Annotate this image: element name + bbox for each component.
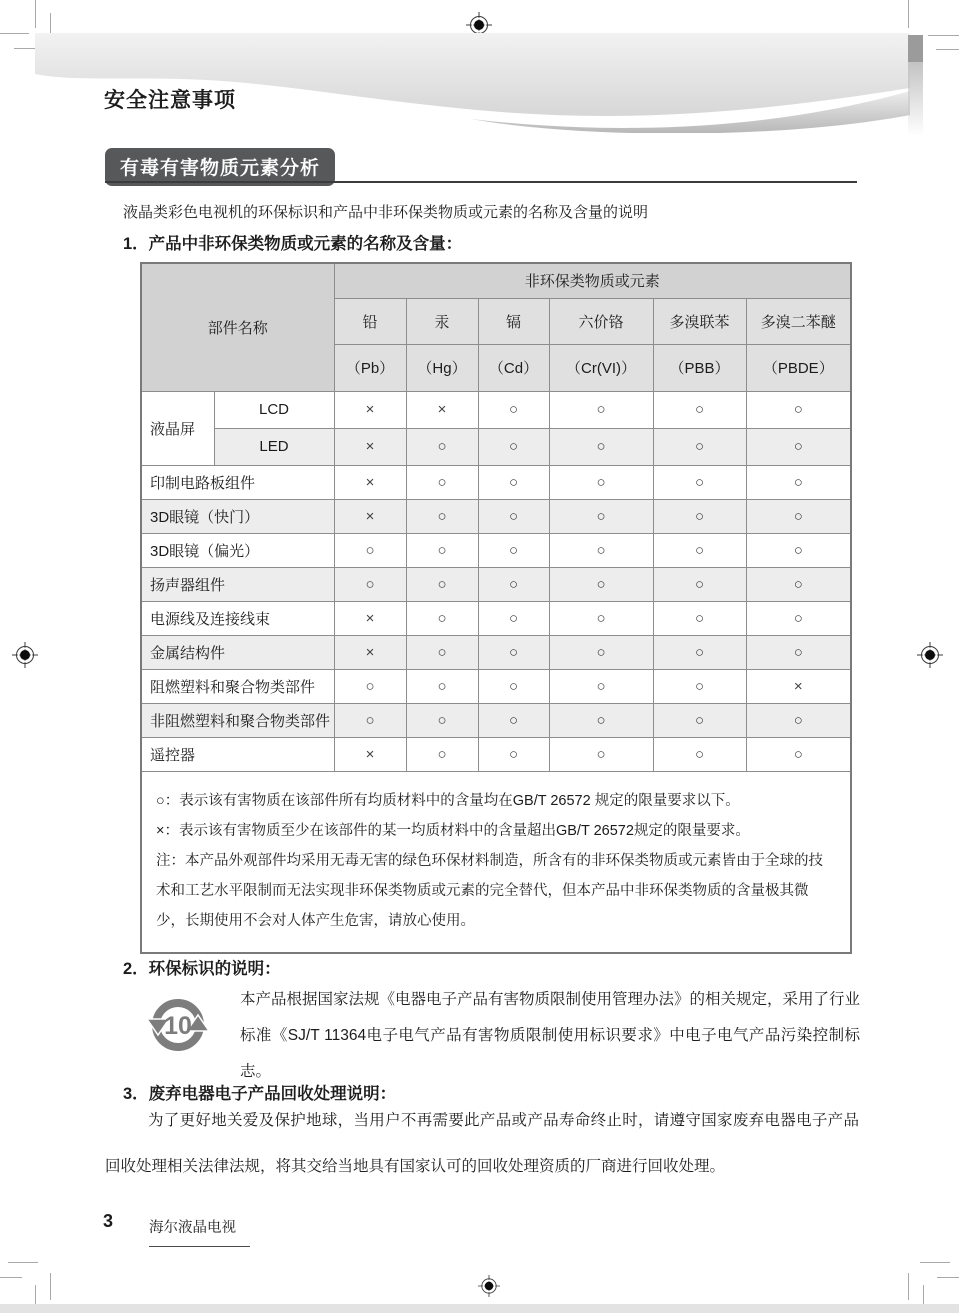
page-header-title: 安全注意事项 [104,89,236,112]
table-row [141,567,851,601]
substance-cell: ○ [746,391,851,428]
substance-cell: ○ [549,601,653,635]
substance-cell: ○ [478,465,549,499]
row-label: 金属结构件 [141,635,334,669]
substance-cell: ○ [653,465,746,499]
china-rohs-epup-10-icon [146,993,210,1057]
substance-cell: ○ [406,601,478,635]
col-header-symbol: （Hg） [406,344,478,391]
table-row [141,428,851,465]
substance-cell: ○ [478,567,549,601]
substance-cell: × [406,391,478,428]
substance-cell: ○ [478,601,549,635]
substance-cell: ○ [549,465,653,499]
substance-cell: ○ [478,428,549,465]
substance-cell: ○ [653,428,746,465]
table-row [141,465,851,499]
substance-cell: ○ [653,669,746,703]
section-title-box: 有毒有害物质元素分析 [105,148,335,186]
row-label: LCD [214,391,334,428]
substance-cell: ○ [478,703,549,737]
col-header-substance: 铅 [334,298,406,344]
col-header-component: 部件名称 [141,263,334,391]
substance-cell: ○ [549,391,653,428]
substance-cell: × [746,669,851,703]
row-label: 遥控器 [141,737,334,771]
table-row [141,737,851,771]
row-label: 印制电路板组件 [141,465,334,499]
substance-cell: × [334,499,406,533]
substance-cell: ○ [478,499,549,533]
table-row [141,635,851,669]
table-row [141,601,851,635]
footer-brand: 海尔液晶电视 [149,1216,250,1247]
substance-cell: × [334,635,406,669]
row-label: 扬声器组件 [141,567,334,601]
substance-cell: ○ [406,737,478,771]
note-general: 注：本产品外观部件均采用无毒无害的绿色环保材料制造，所含有的非环保类物质或元素皆由于全球的技术和工艺水平限制而无法实现非环保类物质或元素的完全替代，但本产品中非环保类物质的含量极其微少，长期使用不会对人体产生危害，请放心使用。 [156,852,823,929]
table-notes-row [141,771,851,953]
substance-cell: ○ [549,669,653,703]
substance-cell: ○ [549,499,653,533]
substance-cell: ○ [406,428,478,465]
section-3-body: 为了更好地关爱及保护地球，当用户不再需要此产品或产品寿命终止时，请遵守国家废弃电器电子产品回收处理相关法律法规，将其交给当地具有国家认可的回收处理资质的厂商进行回收处理。 [105,1112,859,1175]
heading-1: 1．产品中非环保类物质或元素的名称及含量： [123,235,463,253]
col-header-symbol: （Pb） [334,344,406,391]
substance-cell: × [334,465,406,499]
substance-cell: ○ [406,567,478,601]
substance-cell: ○ [334,703,406,737]
registration-crosshair-icon [917,642,943,668]
note-circle: ○：表示该有害物质在该部件所有均质材料中的含量均在GB/T 26572 规定的限量要求以下。 [156,792,740,809]
table-row [141,533,851,567]
substance-cell: ○ [478,391,549,428]
substance-cell: ○ [653,567,746,601]
col-header-symbol: （PBB） [653,344,746,391]
substance-cell: ○ [746,635,851,669]
substance-cell: ○ [406,669,478,703]
substance-cell: ○ [406,499,478,533]
row-label: LED [214,428,334,465]
substance-cell: ○ [653,499,746,533]
substance-cell: ○ [746,601,851,635]
substance-cell: ○ [653,533,746,567]
substance-cell: ○ [549,703,653,737]
col-header-symbol: （Cd） [478,344,549,391]
substance-cell: × [334,601,406,635]
substance-cell: ○ [549,737,653,771]
substance-cell: ○ [549,567,653,601]
substance-cell: ○ [406,635,478,669]
substance-cell: × [334,391,406,428]
hazard-substances-table [140,262,852,954]
note-cross: ×：表示该有害物质至少在该部件的某一均质材料中的含量超出GB/T 26572规定的限量要求。 [156,822,750,839]
table-row [141,703,851,737]
substance-cell: ○ [746,499,851,533]
substance-cell: ○ [478,533,549,567]
row-label: 阻燃塑料和聚合物类部件 [141,669,334,703]
row-label: 电源线及连接线束 [141,601,334,635]
col-header-symbol: （Cr(VI)） [549,344,653,391]
intro-text: 液晶类彩色电视机的环保标识和产品中非环保类物质或元素的名称及含量的说明 [123,204,649,221]
row-group-label: 液晶屏 [141,391,214,465]
col-header-substance: 多溴二苯醚 [746,298,851,344]
row-label: 3D眼镜（偏光） [141,533,334,567]
registration-crosshair-icon [12,642,38,668]
substance-cell: × [334,737,406,771]
substance-cell: ○ [334,669,406,703]
substance-cell: ○ [478,635,549,669]
svg-text:10: 10 [164,1012,192,1040]
substance-cell: ○ [334,533,406,567]
substance-cell: ○ [406,533,478,567]
col-header-group: 非环保类物质或元素 [334,263,851,298]
col-header-substance: 镉 [478,298,549,344]
substance-cell: ○ [549,635,653,669]
section-2-body: 本产品根据国家法规《电器电子产品有害物质限制使用管理办法》的相关规定，采用了行业标准《SJ/T 11364电子电气产品有害物质限制使用标识要求》中电子电气产品污染控制标志。 [240,991,861,1080]
registration-crosshair-icon [478,1273,500,1299]
table-row [141,669,851,703]
substance-cell: ○ [406,465,478,499]
table-row [141,391,851,428]
chapter-edge-tab-fade [908,62,923,136]
page-number: 3 [103,1211,114,1231]
heading-2: 2．环保标识的说明： [123,960,281,978]
chapter-edge-tab [908,35,923,62]
row-label: 3D眼镜（快门） [141,499,334,533]
banner-swoosh [35,33,910,133]
col-header-symbol: （PBDE） [746,344,851,391]
substance-cell: ○ [334,567,406,601]
table-row [141,499,851,533]
bottom-edge-bar [0,1304,959,1313]
substance-cell: ○ [746,737,851,771]
heading-3: 3．废弃电器电子产品回收处理说明： [123,1085,397,1103]
substance-cell: ○ [746,567,851,601]
substance-cell: × [334,428,406,465]
col-header-substance: 多溴联苯 [653,298,746,344]
substance-cell: ○ [406,703,478,737]
substance-cell: ○ [549,533,653,567]
substance-cell: ○ [478,669,549,703]
substance-cell: ○ [653,391,746,428]
substance-cell: ○ [746,533,851,567]
col-header-substance: 六价铬 [549,298,653,344]
section-title-rule [105,181,857,183]
substance-cell: ○ [746,465,851,499]
substance-cell: ○ [746,703,851,737]
row-label: 非阻燃塑料和聚合物类部件 [141,703,334,737]
substance-cell: ○ [653,601,746,635]
substance-cell: ○ [653,635,746,669]
substance-cell: ○ [549,428,653,465]
substance-cell: ○ [478,737,549,771]
substance-cell: ○ [746,428,851,465]
substance-cell: ○ [653,703,746,737]
substance-cell: ○ [653,737,746,771]
col-header-substance: 汞 [406,298,478,344]
